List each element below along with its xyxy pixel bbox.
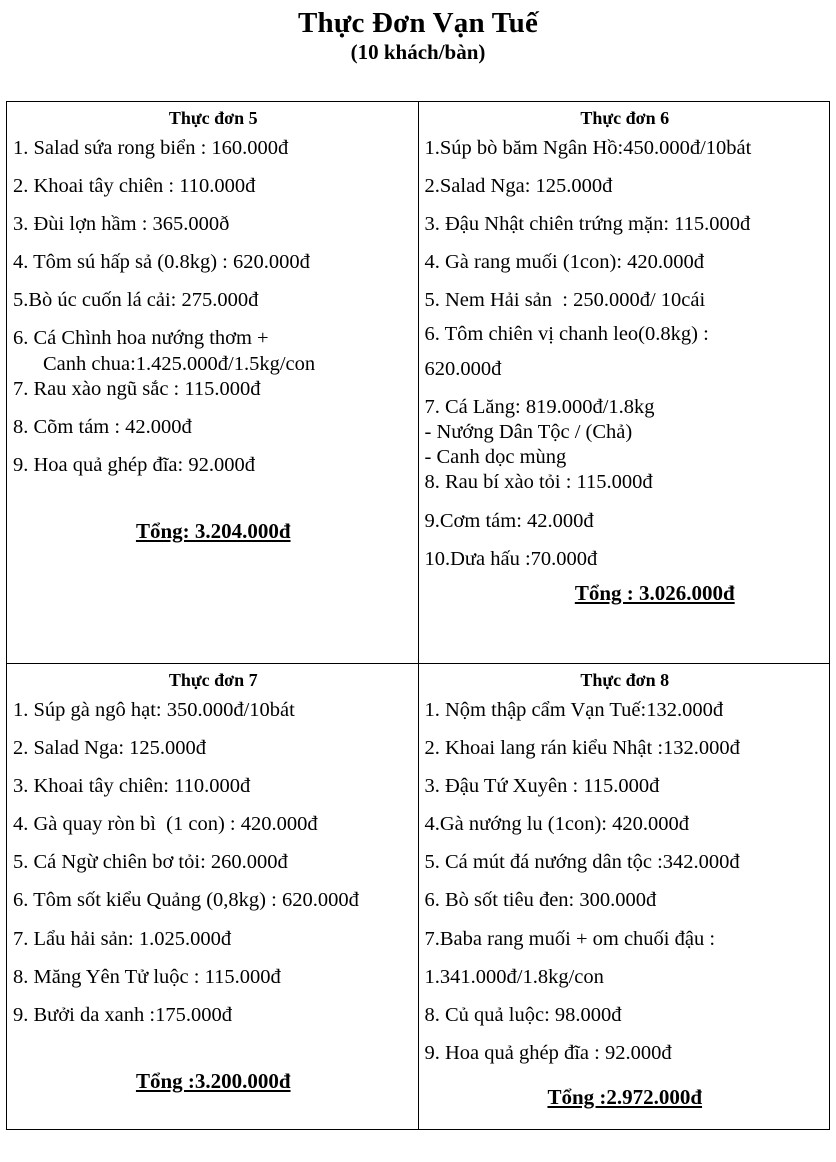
total-amount: Tổng :2.972.000đ xyxy=(547,1085,703,1110)
list-item: 8. Củ quả luộc: 98.000đ xyxy=(424,1004,622,1026)
total-amount: Tổng: 3.204.000đ xyxy=(135,519,291,544)
list-item: 1. Salad sứa rong biển : 160.000đ xyxy=(13,136,289,159)
page-title: Thực Đơn Vạn Tuế xyxy=(297,7,539,39)
total-row-7 xyxy=(13,1069,414,1094)
list-item: 4. Gà rang muối (1con): 420.000đ xyxy=(424,251,705,274)
list-item: 3. Đùi lợn hầm : 365.000ð xyxy=(13,212,230,235)
total-row-8 xyxy=(425,1085,826,1110)
list-item: 3. Đậu Tứ Xuyên : 115.000đ xyxy=(424,774,660,797)
menu-item-list-5 xyxy=(13,136,414,478)
list-item: 6. Cá Chình hoa nướng thơm + xyxy=(13,327,269,350)
list-item: 9.Cơm tám: 42.000đ xyxy=(424,509,594,532)
list-item: 1.Súp bò băm Ngân Hồ:450.000đ/10bát xyxy=(424,136,752,159)
list-item: 8. Cõm tám : 42.000đ xyxy=(13,416,192,438)
list-item: 5. Cá Ngừ chiên bơ tỏi: 260.000đ xyxy=(13,851,288,874)
list-item: 5.Bò úc cuốn lá cải: 275.000đ xyxy=(13,289,259,312)
menu-item-list-8 xyxy=(425,698,826,1066)
list-item-continuation: 1.341.000đ/1.8kg/con xyxy=(424,965,604,988)
list-item-continuation: Canh chua:1.425.000đ/1.5kg/con xyxy=(43,352,316,375)
total-row-5 xyxy=(13,519,414,544)
menu-header-6: Thực đơn 6 xyxy=(580,108,670,128)
menu-document-page xyxy=(0,8,836,1162)
page-subtitle: (10 khách/bàn) xyxy=(350,40,486,65)
spacer xyxy=(13,1027,414,1069)
list-item: 10.Dưa hấu :70.000đ xyxy=(424,547,598,570)
list-item: 9. Bưởi da xanh :175.000đ xyxy=(13,1004,232,1026)
list-item: 3. Đậu Nhật chiên trứng mặn: 115.000đ xyxy=(424,212,751,235)
list-item: 2. Khoai tây chiên : 110.000đ xyxy=(13,174,256,197)
spacer xyxy=(425,571,826,581)
menu-item-list-6 xyxy=(425,136,826,571)
list-item: 2.Salad Nga: 125.000đ xyxy=(424,174,613,197)
total-amount: Tổng : 3.026.000đ xyxy=(574,580,735,605)
list-item: 7. Lẩu hải sản: 1.025.000đ xyxy=(13,927,232,950)
list-item: 6. Tôm chiên vị chanh leo(0.8kg) : xyxy=(424,323,709,346)
spacer xyxy=(425,1065,826,1085)
list-item: 9. Hoa quả ghép đĩa : 92.000đ xyxy=(424,1042,672,1065)
menu-cell-8 xyxy=(418,664,830,1130)
list-item: 3. Khoai tây chiên: 110.000đ xyxy=(13,774,251,797)
menu-header-8: Thực đơn 8 xyxy=(580,670,670,690)
total-row-6 xyxy=(425,581,826,606)
table-row xyxy=(7,664,830,1130)
menu-cell-5 xyxy=(7,102,419,664)
menu-header-7: Thực đơn 7 xyxy=(168,670,258,690)
list-item: 4.Gà nướng lu (1con): 420.000đ xyxy=(424,813,689,836)
table-row xyxy=(7,102,830,664)
list-item: 5. Nem Hải sản : 250.000đ/ 10cái xyxy=(424,289,706,312)
list-item-continuation: 620.000đ xyxy=(424,357,502,380)
list-item: 6. Tôm sốt kiểu Quảng (0,8kg) : 620.000đ xyxy=(13,889,359,912)
list-item-sub: - Canh dọc mùng xyxy=(424,446,567,469)
list-item: 1. Súp gà ngô hạt: 350.000đ/10bát xyxy=(13,698,295,721)
list-item: 1. Nộm thập cẩm Vạn Tuế:132.000đ xyxy=(424,698,724,721)
list-item: 8. Măng Yên Tử luộc : 115.000đ xyxy=(13,965,281,988)
list-item: 4. Gà quay ròn bì (1 con) : 420.000đ xyxy=(13,813,318,836)
list-item: 7. Cá Lăng: 819.000đ/1.8kg xyxy=(424,395,655,418)
menu-item-list-7 xyxy=(13,698,414,1028)
list-item: 7.Baba rang muối + om chuối đậu : xyxy=(424,927,716,950)
list-item-sub: - Nướng Dân Tộc / (Chả) xyxy=(424,421,633,443)
spacer xyxy=(13,477,414,519)
list-item: 2. Salad Nga: 125.000đ xyxy=(13,736,207,759)
list-item: 8. Rau bí xào tỏi : 115.000đ xyxy=(424,471,653,494)
list-item: 6. Bò sốt tiêu đen: 300.000đ xyxy=(424,889,657,912)
menu-cell-6 xyxy=(418,102,830,664)
menu-table xyxy=(6,101,830,1130)
total-amount: Tổng :3.200.000đ xyxy=(135,1069,291,1094)
list-item: 2. Khoai lang rán kiểu Nhật :132.000đ xyxy=(424,736,740,759)
list-item: 5. Cá mút đá nướng dân tộc :342.000đ xyxy=(424,851,740,874)
menu-cell-7 xyxy=(7,664,419,1130)
list-item: 4. Tôm sú hấp sả (0.8kg) : 620.000đ xyxy=(13,251,310,274)
list-item: 7. Rau xào ngũ sắc : 115.000đ xyxy=(13,377,261,400)
menu-header-5: Thực đơn 5 xyxy=(168,108,258,128)
list-item: 9. Hoa quả ghép đĩa: 92.000đ xyxy=(13,454,255,477)
